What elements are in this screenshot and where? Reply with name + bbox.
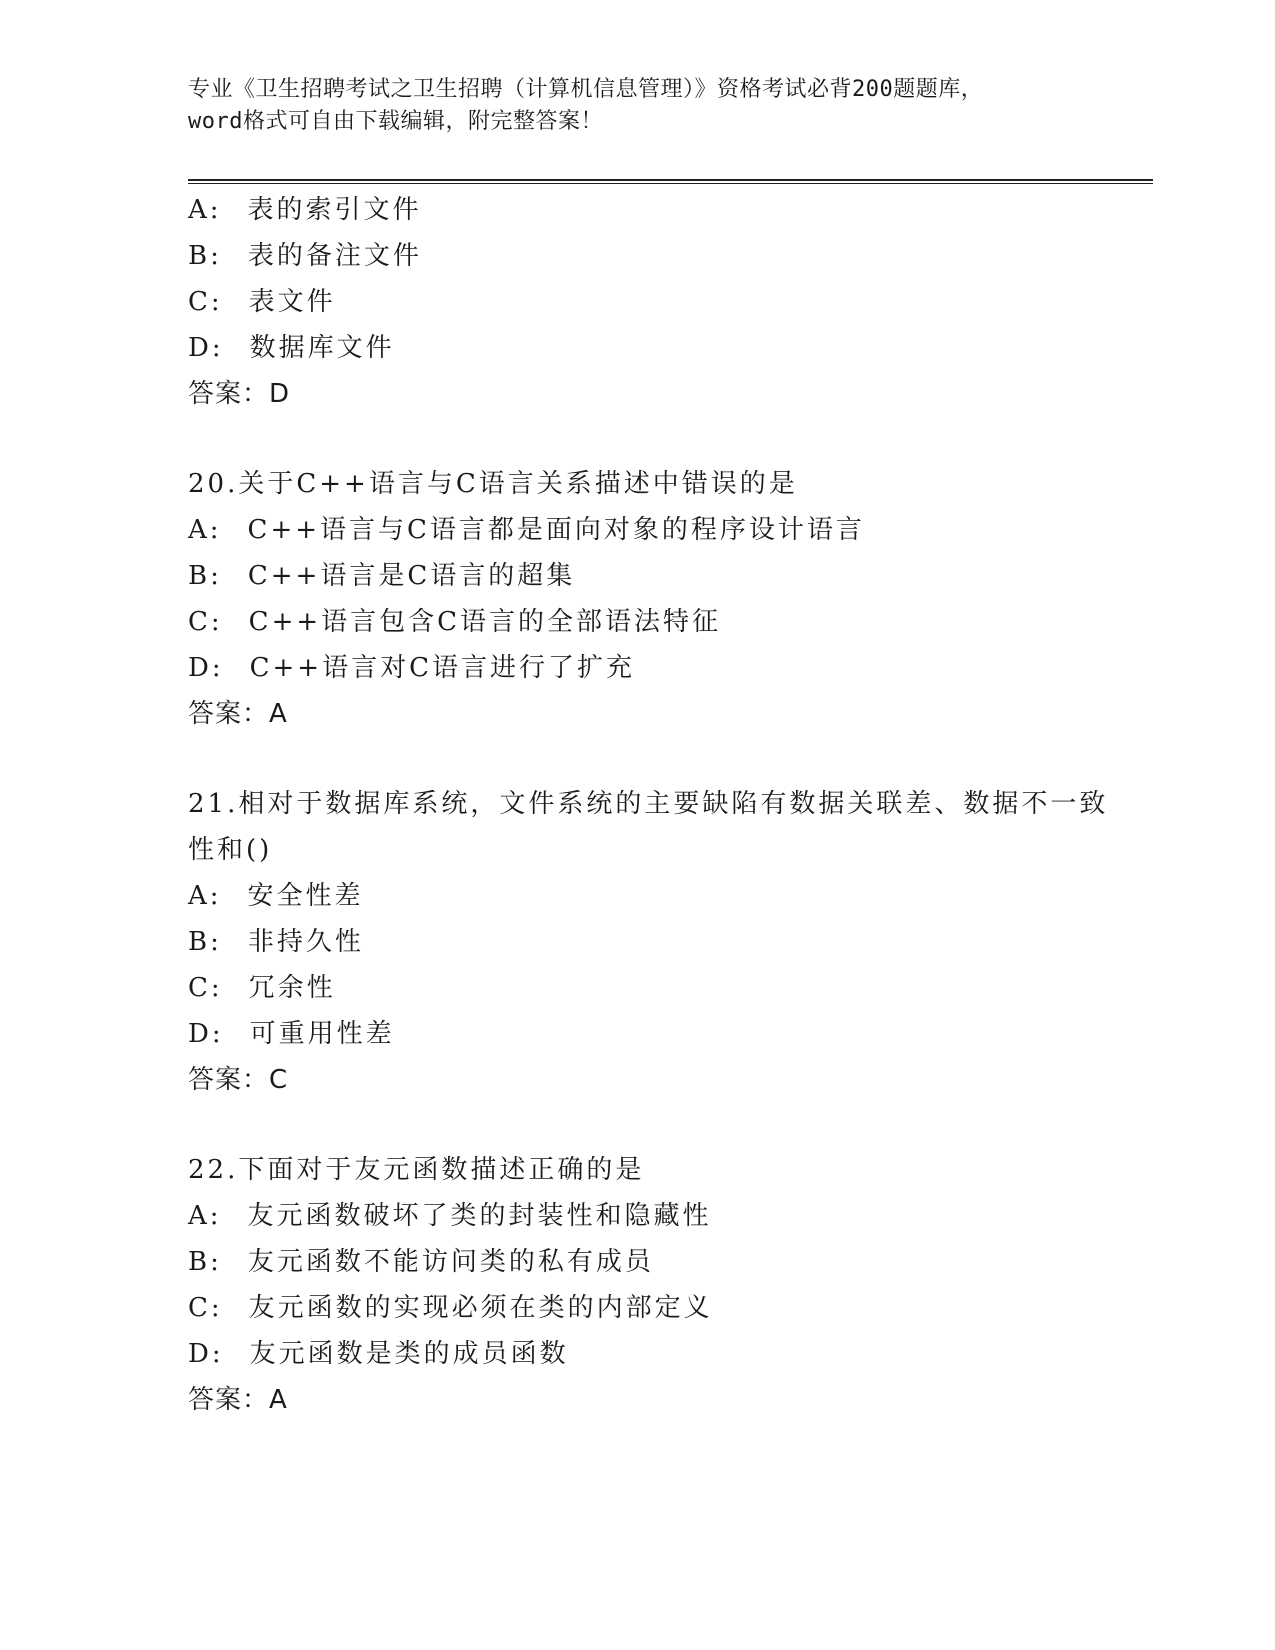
option-d: D: 数据库文件 xyxy=(188,333,395,363)
option-text: 表的索引文件 xyxy=(247,195,422,225)
question-continued xyxy=(188,187,1118,417)
option-text: 友元函数的实现必须在类的内部定义 xyxy=(248,1293,713,1323)
option-text: C++语言对C语言进行了扩充 xyxy=(249,653,635,683)
option-text: 可重用性差 xyxy=(249,1019,395,1049)
option-a: A: C++语言与C语言都是面向对象的程序设计语言 xyxy=(188,515,865,545)
option-text: 安全性差 xyxy=(247,881,364,911)
option-b: B: 友元函数不能访问类的私有成员 xyxy=(188,1247,654,1277)
option-d: D: 可重用性差 xyxy=(188,1019,395,1049)
option-text: 非持久性 xyxy=(247,927,364,957)
header-title-line-1: 专业《卫生招聘考试之卫生招聘（计算机信息管理）》资格考试必背200题题库， xyxy=(188,77,984,102)
question-22 xyxy=(188,1147,1118,1423)
option-a: A: 安全性差 xyxy=(188,881,364,911)
option-a: A: 表的索引文件 xyxy=(188,195,422,225)
option-b: B: C++语言是C语言的超集 xyxy=(188,561,576,591)
option-c: C: C++语言包含C语言的全部语法特征 xyxy=(188,607,722,637)
option-b: B: 非持久性 xyxy=(188,927,364,957)
option-c: C: 冗余性 xyxy=(188,973,336,1003)
option-c: C: 友元函数的实现必须在类的内部定义 xyxy=(188,1293,713,1323)
option-b: B: 表的备注文件 xyxy=(188,241,422,271)
option-text: 友元函数不能访问类的私有成员 xyxy=(247,1247,654,1277)
document-header xyxy=(188,74,1088,138)
question-stem: 22.下面对于友元函数描述正确的是 xyxy=(188,1155,645,1185)
answer-label: 答案：C xyxy=(188,1065,289,1095)
option-text: 友元函数破坏了类的封装性和隐藏性 xyxy=(247,1201,712,1231)
question-list xyxy=(188,187,1118,1467)
option-text: 表文件 xyxy=(248,287,336,317)
question-stem: 21.相对于数据库系统，文件系统的主要缺陷有数据关联差、数据不一致性和() xyxy=(188,789,1109,865)
question-20 xyxy=(188,461,1118,737)
answer-label: 答案：A xyxy=(188,1385,288,1415)
question-stem: 20.关于C++语言与C语言关系描述中错误的是 xyxy=(188,469,798,499)
header-divider-thick xyxy=(188,179,1153,181)
option-d: D: 友元函数是类的成员函数 xyxy=(188,1339,569,1369)
option-a: A: 友元函数破坏了类的封装性和隐藏性 xyxy=(188,1201,712,1231)
answer-label: 答案：A xyxy=(188,699,288,729)
option-d: D: C++语言对C语言进行了扩充 xyxy=(188,653,635,683)
header-divider-thin xyxy=(188,183,1153,184)
answer-label: 答案：D xyxy=(188,379,291,409)
option-text: 数据库文件 xyxy=(249,333,395,363)
option-c: C: 表文件 xyxy=(188,287,336,317)
header-title-line-2: word格式可自由下载编辑，附完整答案！ xyxy=(188,109,603,134)
option-text: 友元函数是类的成员函数 xyxy=(249,1339,569,1369)
option-text: C++语言与C语言都是面向对象的程序设计语言 xyxy=(247,515,865,545)
option-text: 冗余性 xyxy=(248,973,336,1003)
option-text: 表的备注文件 xyxy=(247,241,422,271)
question-21 xyxy=(188,781,1118,1103)
option-text: C++语言是C语言的超集 xyxy=(247,561,576,591)
option-text: C++语言包含C语言的全部语法特征 xyxy=(248,607,722,637)
